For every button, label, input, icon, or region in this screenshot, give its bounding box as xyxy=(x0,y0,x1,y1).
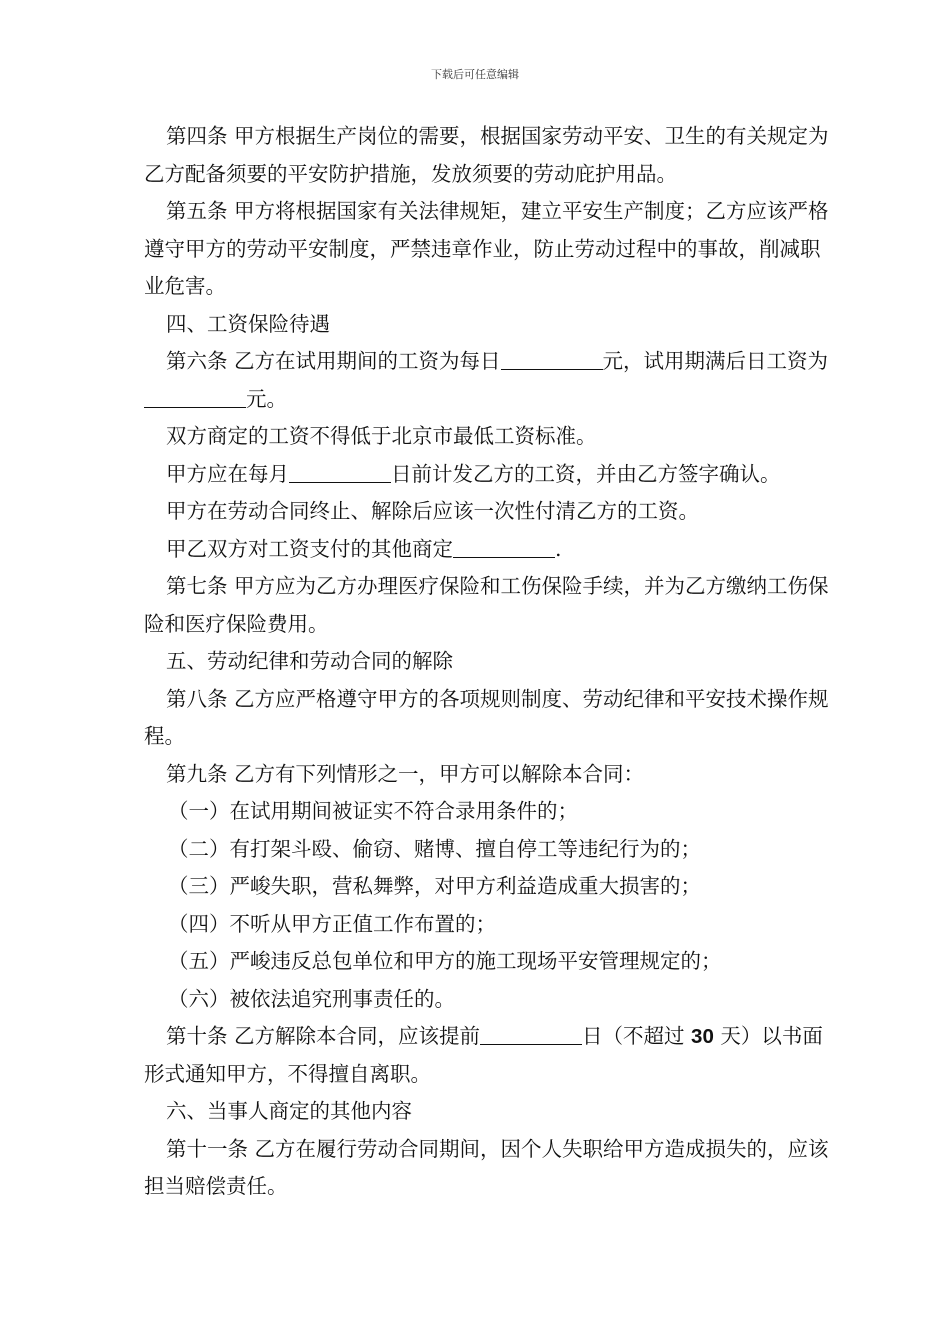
article-7: 第七条 甲方应为乙方办理医疗保险和工伤保险手续，并为乙方缴纳工伤保险和医疗保险费用。 xyxy=(144,574,829,636)
pay-day-blank xyxy=(289,464,391,483)
daily-wage-blank xyxy=(501,351,603,370)
other-agreement-blank xyxy=(453,539,555,558)
section-heading-discipline: 五、劳动纪律和劳动合同的解除 xyxy=(166,649,453,673)
article-4: 第四条 甲方根据生产岗位的需要，根据国家劳动平安、卫生的有关规定为乙方配备须要的平安防护措施，发放须要的劳动庇护用品。 xyxy=(144,124,829,186)
article-6 xyxy=(144,343,834,418)
other-agreement-text-b: . xyxy=(555,536,562,561)
article-5: 第五条 甲方将根据国家有关法律规矩，建立平安生产制度；乙方应该严格遵守甲方的劳动平安制度，严禁违章作业，防止劳动过程中的事故，削减职业危害。 xyxy=(144,199,829,298)
document-body xyxy=(144,118,834,1206)
wage-minimum-paragraph: 双方商定的工资不得低于北京市最低工资标准。 xyxy=(166,424,597,448)
page-header: 下载后可任意编辑 xyxy=(431,68,519,81)
article-8: 第八条 乙方应严格遵守甲方的各项规则制度、劳动纪律和平安技术操作规程。 xyxy=(144,686,829,748)
pay-date-text-b: 日前计发乙方的工资，并由乙方签字确认。 xyxy=(391,461,781,486)
other-agreement-text-a: 甲乙双方对工资支付的其他商定 xyxy=(166,536,453,561)
article-10-text-b: 日（不超过 xyxy=(582,1024,692,1048)
article-11: 第十一条 乙方在履行劳动合同期间，因个人失职给甲方造成损失的，应该担当赔偿责任。 xyxy=(144,1136,829,1198)
article-6-text-c: 元。 xyxy=(246,386,287,411)
section-heading-other: 六、当事人商定的其他内容 xyxy=(166,1099,412,1123)
list-item: （一）在试用期间被证实不符合录用条件的； xyxy=(168,799,578,823)
article-10-text-c: 天）以书面形式通知甲方，不得擅自离职。 xyxy=(144,1024,823,1086)
section-heading-wages: 四、工资保险待遇 xyxy=(166,311,330,336)
post-probation-wage-blank xyxy=(144,389,246,408)
notice-days-blank xyxy=(480,1026,582,1045)
list-item: （五）严峻违反总包单位和甲方的施工现场平安管理规定的； xyxy=(168,949,722,973)
article-10 xyxy=(144,1018,834,1093)
pay-date-paragraph xyxy=(144,456,834,494)
list-item: （三）严峻失职，营私舞弊，对甲方利益造成重大损害的； xyxy=(168,874,701,898)
list-item: （四）不听从甲方正值工作布置的； xyxy=(168,911,496,936)
article-10-text-a: 第十条 乙方解除本合同，应该提前 xyxy=(166,1024,481,1048)
list-item: （二）有打架斗殴、偷窃、赌博、擅自停工等违纪行为的； xyxy=(168,836,701,861)
article-6-text-b: 元，试用期满后日工资为 xyxy=(602,349,829,373)
settlement-paragraph: 甲方在劳动合同终止、解除后应该一次性付清乙方的工资。 xyxy=(166,499,699,523)
article-6-text-a: 第六条 乙方在试用期间的工资为每日 xyxy=(166,349,501,373)
notice-max-days: 30 xyxy=(691,1025,714,1048)
article-9: 第九条 乙方有下列情形之一，甲方可以解除本合同： xyxy=(166,761,645,786)
list-item: （六）被依法追究刑事责任的。 xyxy=(168,986,455,1011)
other-agreement-paragraph xyxy=(144,531,834,569)
pay-date-text-a: 甲方应在每月 xyxy=(166,461,289,486)
